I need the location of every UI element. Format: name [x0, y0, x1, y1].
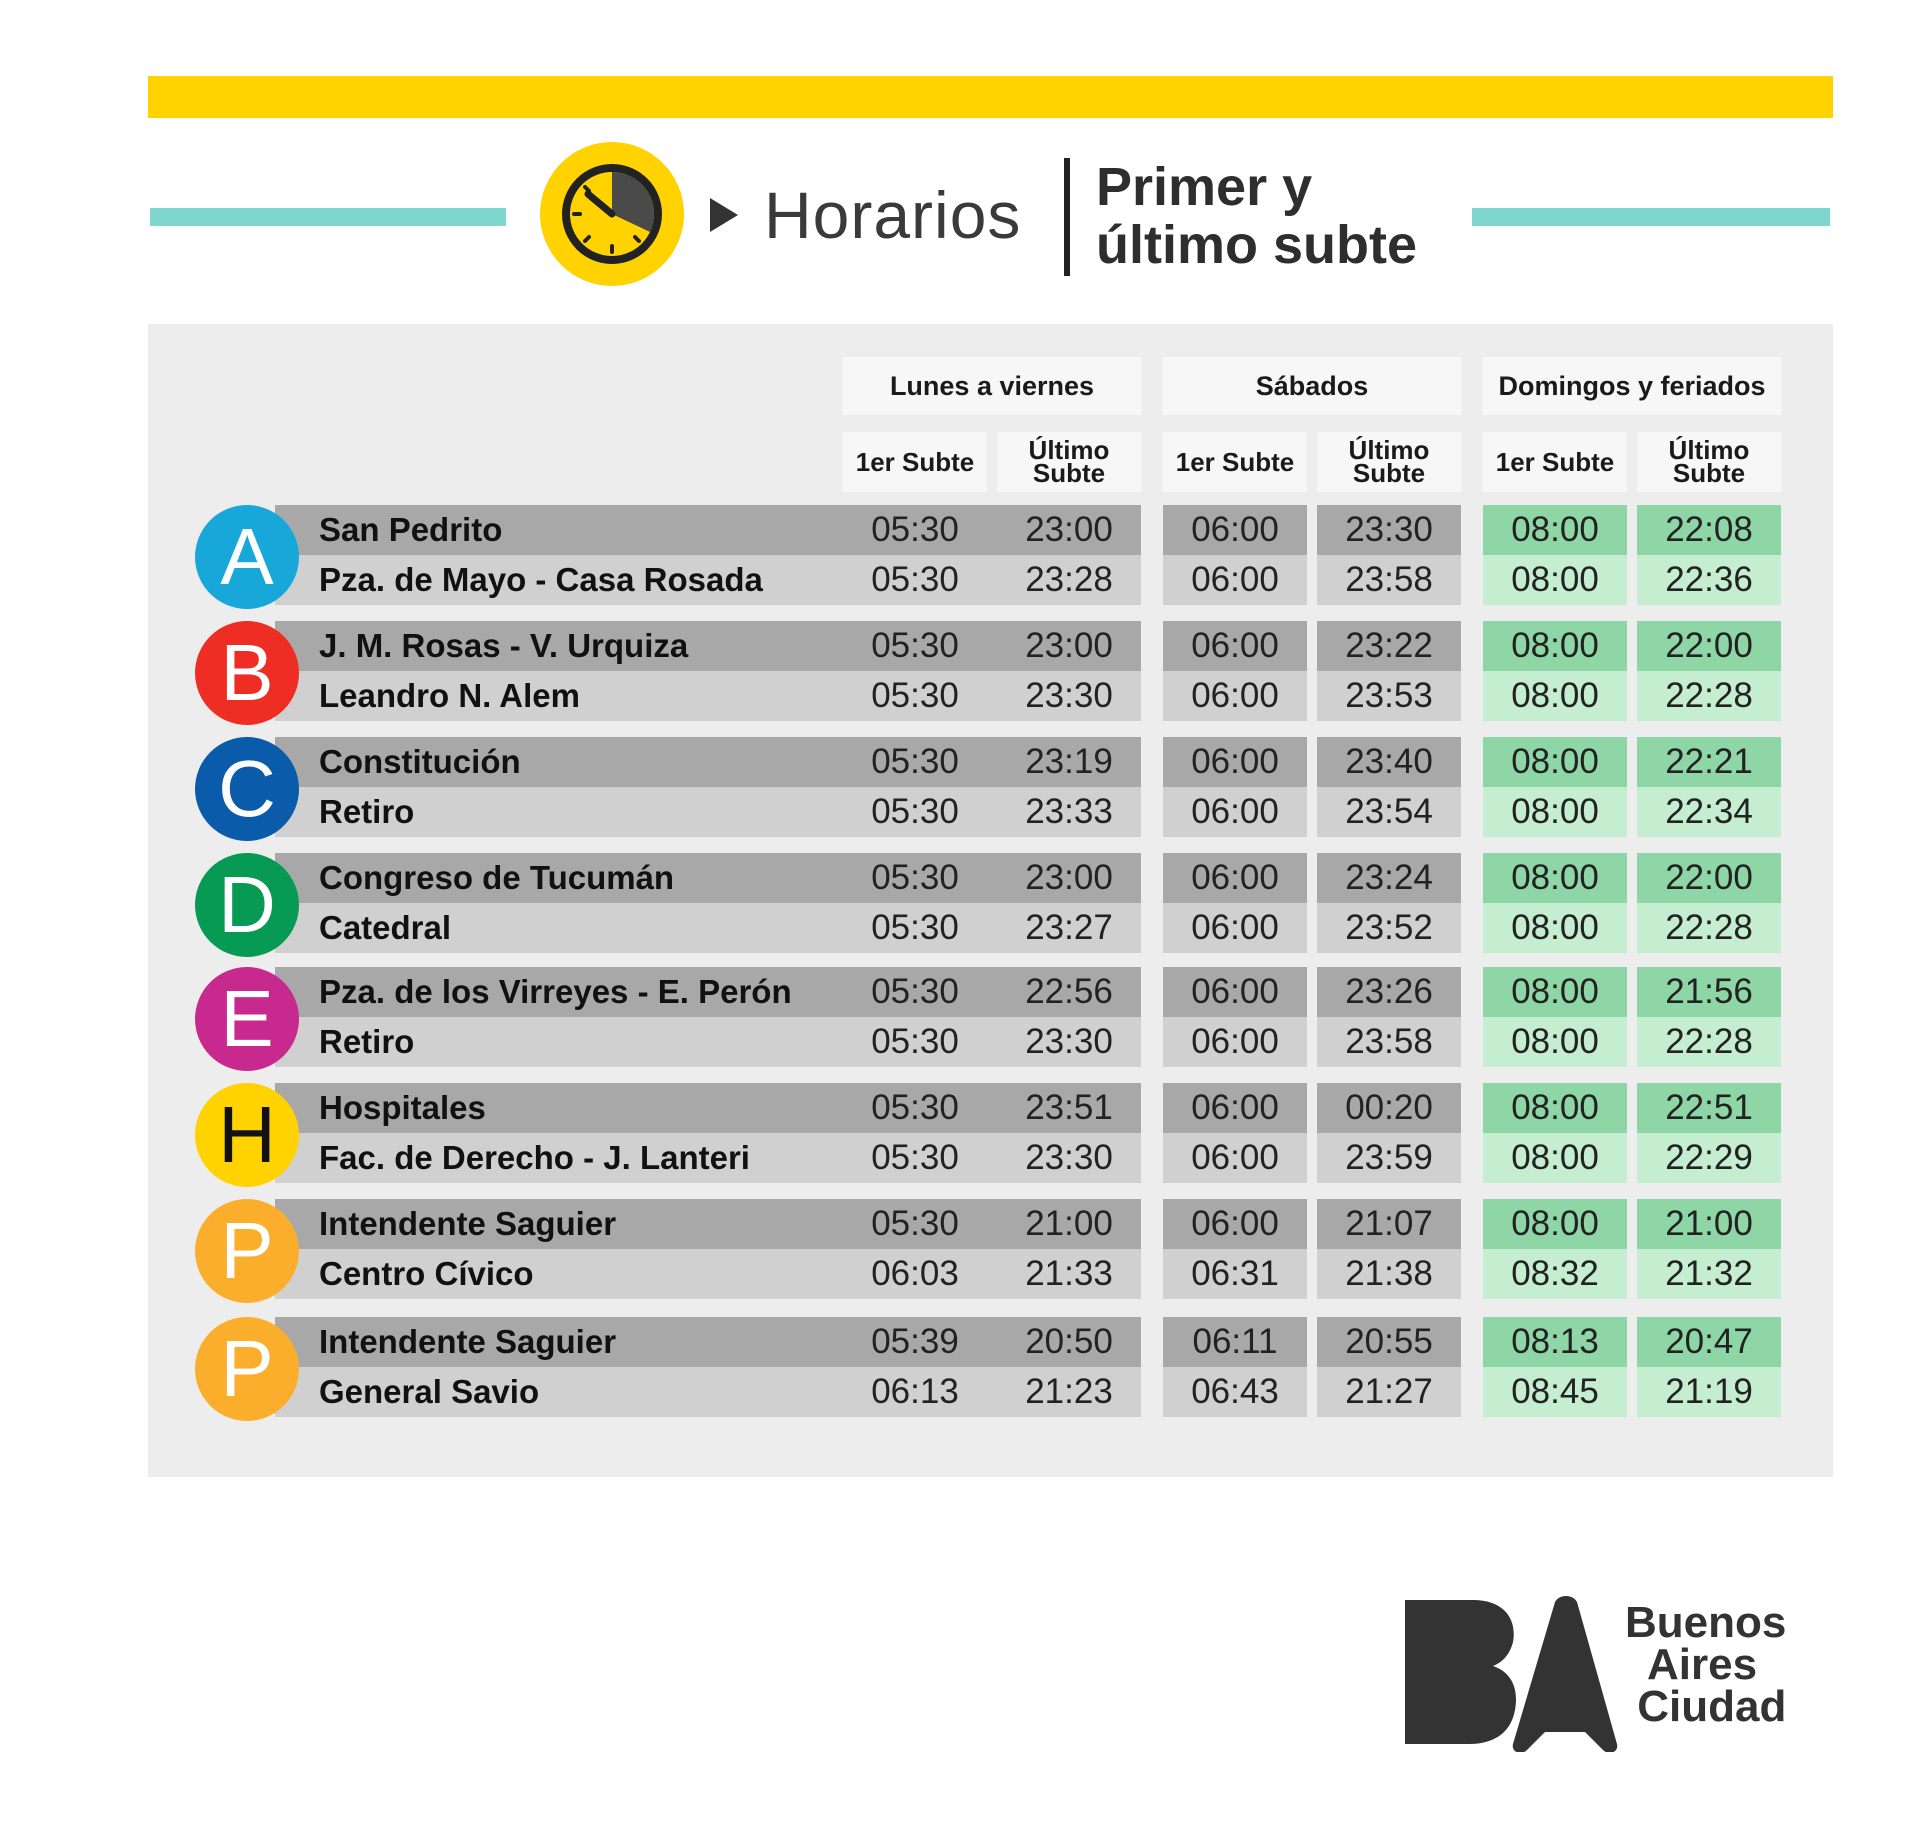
last-train-time: 23:30	[997, 1133, 1141, 1183]
first-train-time: 05:30	[843, 671, 987, 721]
first-train-time: 06:00	[1163, 555, 1307, 605]
column-header-first: 1er Subte	[1163, 432, 1307, 492]
station-origin: J. M. Rosas - V. Urquiza	[275, 621, 1013, 671]
line-row-h	[195, 1083, 1775, 1183]
column-header-last	[1637, 432, 1781, 492]
subtitle-line-2: último subte	[1096, 215, 1417, 275]
last-train-time: 23:26	[1317, 967, 1461, 1017]
column-header-first: 1er Subte	[1483, 432, 1627, 492]
last-train-time: 22:28	[1637, 903, 1781, 953]
first-train-time: 06:13	[843, 1367, 987, 1417]
first-train-time: 06:00	[1163, 737, 1307, 787]
first-train-time: 08:00	[1483, 737, 1627, 787]
line-a-icon: A	[195, 505, 299, 609]
first-train-time: 05:30	[843, 1017, 987, 1067]
first-train-time: 08:32	[1483, 1249, 1627, 1299]
station-destination: Retiro	[275, 787, 1013, 837]
top-accent-bar	[148, 76, 1833, 118]
last-train-time: 22:34	[1637, 787, 1781, 837]
station-destination: Centro Cívico	[275, 1249, 1013, 1299]
first-train-time: 06:00	[1163, 903, 1307, 953]
line-row-d	[195, 853, 1775, 953]
last-train-time: 20:47	[1637, 1317, 1781, 1367]
station-origin: Intendente Saguier	[275, 1317, 1013, 1367]
last-train-time: 23:59	[1317, 1133, 1461, 1183]
station-destination: General Savio	[275, 1367, 1013, 1417]
header-line-left	[150, 208, 506, 226]
station-destination: Catedral	[275, 903, 1013, 953]
last-train-time: 23:00	[997, 621, 1141, 671]
last-train-time: 22:29	[1637, 1133, 1781, 1183]
station-destination: Pza. de Mayo - Casa Rosada	[275, 555, 1013, 605]
last-train-time: 21:00	[1637, 1199, 1781, 1249]
page-title: Horarios	[764, 178, 1022, 252]
station-origin: Congreso de Tucumán	[275, 853, 1013, 903]
line-row-p	[195, 1317, 1775, 1417]
line-row-b	[195, 621, 1775, 721]
last-train-time: 23:22	[1317, 621, 1461, 671]
last-train-time: 22:21	[1637, 737, 1781, 787]
last-train-time: 23:58	[1317, 1017, 1461, 1067]
last-train-time: 23:24	[1317, 853, 1461, 903]
first-train-time: 08:00	[1483, 621, 1627, 671]
first-train-time: 05:30	[843, 505, 987, 555]
column-header-last-line1: Último	[1668, 435, 1750, 465]
first-train-time: 08:00	[1483, 671, 1627, 721]
column-header-last-line2: Subte	[1352, 458, 1426, 488]
line-d-icon: D	[195, 853, 299, 957]
last-train-time: 23:30	[997, 1017, 1141, 1067]
first-train-time: 08:00	[1483, 853, 1627, 903]
first-train-time: 05:30	[843, 903, 987, 953]
last-train-time: 21:23	[997, 1367, 1141, 1417]
line-row-a	[195, 505, 1775, 605]
group-header: Domingos y feriados	[1483, 357, 1781, 415]
first-train-time: 06:31	[1163, 1249, 1307, 1299]
line-row-e	[195, 967, 1775, 1067]
first-train-time: 06:00	[1163, 1199, 1307, 1249]
last-train-time: 21:19	[1637, 1367, 1781, 1417]
first-train-time: 08:00	[1483, 1083, 1627, 1133]
last-train-time: 23:27	[997, 903, 1141, 953]
ba-logo-text	[1625, 1598, 1787, 1731]
last-train-time: 22:51	[1637, 1083, 1781, 1133]
last-train-time: 21:32	[1637, 1249, 1781, 1299]
first-train-time: 06:00	[1163, 671, 1307, 721]
first-train-time: 06:00	[1163, 1133, 1307, 1183]
line-h-icon: H	[195, 1083, 299, 1187]
station-destination: Fac. de Derecho - J. Lanteri	[275, 1133, 1013, 1183]
last-train-time: 21:33	[997, 1249, 1141, 1299]
last-train-time: 22:00	[1637, 853, 1781, 903]
last-train-time: 23:54	[1317, 787, 1461, 837]
last-train-time: 23:28	[997, 555, 1141, 605]
last-train-time: 23:00	[997, 505, 1141, 555]
first-train-time: 08:00	[1483, 903, 1627, 953]
column-header-last-line2: Subte	[1672, 458, 1746, 488]
logo-line-2: Aires	[1647, 1640, 1758, 1689]
first-train-time: 06:00	[1163, 787, 1307, 837]
first-train-time: 06:43	[1163, 1367, 1307, 1417]
last-train-time: 23:19	[997, 737, 1141, 787]
last-train-time: 21:00	[997, 1199, 1141, 1249]
group-header: Lunes a viernes	[843, 357, 1141, 415]
last-train-time: 22:08	[1637, 505, 1781, 555]
first-train-time: 06:00	[1163, 621, 1307, 671]
first-train-time: 08:00	[1483, 787, 1627, 837]
first-train-time: 08:00	[1483, 555, 1627, 605]
last-train-time: 21:38	[1317, 1249, 1461, 1299]
station-origin: Constitución	[275, 737, 1013, 787]
first-train-time: 08:13	[1483, 1317, 1627, 1367]
last-train-time: 00:20	[1317, 1083, 1461, 1133]
first-train-time: 06:00	[1163, 853, 1307, 903]
last-train-time: 23:40	[1317, 737, 1461, 787]
first-train-time: 05:30	[843, 1083, 987, 1133]
station-origin: San Pedrito	[275, 505, 1013, 555]
line-row-p	[195, 1199, 1775, 1299]
station-destination: Retiro	[275, 1017, 1013, 1067]
last-train-time: 21:56	[1637, 967, 1781, 1017]
line-c-icon: C	[195, 737, 299, 841]
line-p-icon: P	[195, 1317, 299, 1421]
first-train-time: 05:30	[843, 1199, 987, 1249]
column-header-last-line1: Último	[1028, 435, 1110, 465]
first-train-time: 05:30	[843, 853, 987, 903]
play-arrow-icon	[710, 198, 738, 232]
clock-icon	[540, 142, 684, 286]
station-origin: Hospitales	[275, 1083, 1013, 1133]
last-train-time: 23:00	[997, 853, 1141, 903]
first-train-time: 05:30	[843, 967, 987, 1017]
subtitle-line-1: Primer y	[1096, 157, 1313, 217]
first-train-time: 08:00	[1483, 1133, 1627, 1183]
first-train-time: 05:30	[843, 1133, 987, 1183]
first-train-time: 06:00	[1163, 967, 1307, 1017]
last-train-time: 21:07	[1317, 1199, 1461, 1249]
first-train-time: 08:00	[1483, 1017, 1627, 1067]
first-train-time: 05:30	[843, 621, 987, 671]
last-train-time: 23:51	[997, 1083, 1141, 1133]
station-origin: Intendente Saguier	[275, 1199, 1013, 1249]
last-train-time: 22:28	[1637, 1017, 1781, 1067]
station-destination: Leandro N. Alem	[275, 671, 1013, 721]
title-divider	[1064, 158, 1070, 276]
first-train-time: 06:00	[1163, 1083, 1307, 1133]
logo-line-1: Buenos	[1625, 1598, 1787, 1647]
station-origin: Pza. de los Virreyes - E. Perón	[275, 967, 1013, 1017]
first-train-time: 05:30	[843, 737, 987, 787]
first-train-time: 08:00	[1483, 505, 1627, 555]
last-train-time: 22:28	[1637, 671, 1781, 721]
header-line-right	[1472, 208, 1830, 226]
first-train-time: 05:30	[843, 555, 987, 605]
last-train-time: 23:52	[1317, 903, 1461, 953]
page-subtitle	[1096, 158, 1417, 274]
column-header-last	[1317, 432, 1461, 492]
last-train-time: 20:50	[997, 1317, 1141, 1367]
last-train-time: 22:36	[1637, 555, 1781, 605]
first-train-time: 06:03	[843, 1249, 987, 1299]
ba-logo-icon	[1395, 1592, 1620, 1752]
last-train-time: 23:30	[997, 671, 1141, 721]
line-p-icon: P	[195, 1199, 299, 1303]
logo-line-3: Ciudad	[1637, 1682, 1787, 1731]
last-train-time: 22:56	[997, 967, 1141, 1017]
line-e-icon: E	[195, 967, 299, 1071]
first-train-time: 06:11	[1163, 1317, 1307, 1367]
first-train-time: 06:00	[1163, 1017, 1307, 1067]
first-train-time: 06:00	[1163, 505, 1307, 555]
group-header: Sábados	[1163, 357, 1461, 415]
first-train-time: 05:39	[843, 1317, 987, 1367]
last-train-time: 23:33	[997, 787, 1141, 837]
column-header-last	[997, 432, 1141, 492]
last-train-time: 23:58	[1317, 555, 1461, 605]
last-train-time: 21:27	[1317, 1367, 1461, 1417]
first-train-time: 08:45	[1483, 1367, 1627, 1417]
first-train-time: 08:00	[1483, 967, 1627, 1017]
first-train-time: 08:00	[1483, 1199, 1627, 1249]
last-train-time: 22:00	[1637, 621, 1781, 671]
line-row-c	[195, 737, 1775, 837]
line-b-icon: B	[195, 621, 299, 725]
column-header-last-line1: Último	[1348, 435, 1430, 465]
last-train-time: 23:53	[1317, 671, 1461, 721]
column-header-last-line2: Subte	[1032, 458, 1106, 488]
last-train-time: 20:55	[1317, 1317, 1461, 1367]
last-train-time: 23:30	[1317, 505, 1461, 555]
column-header-first: 1er Subte	[843, 432, 987, 492]
first-train-time: 05:30	[843, 787, 987, 837]
